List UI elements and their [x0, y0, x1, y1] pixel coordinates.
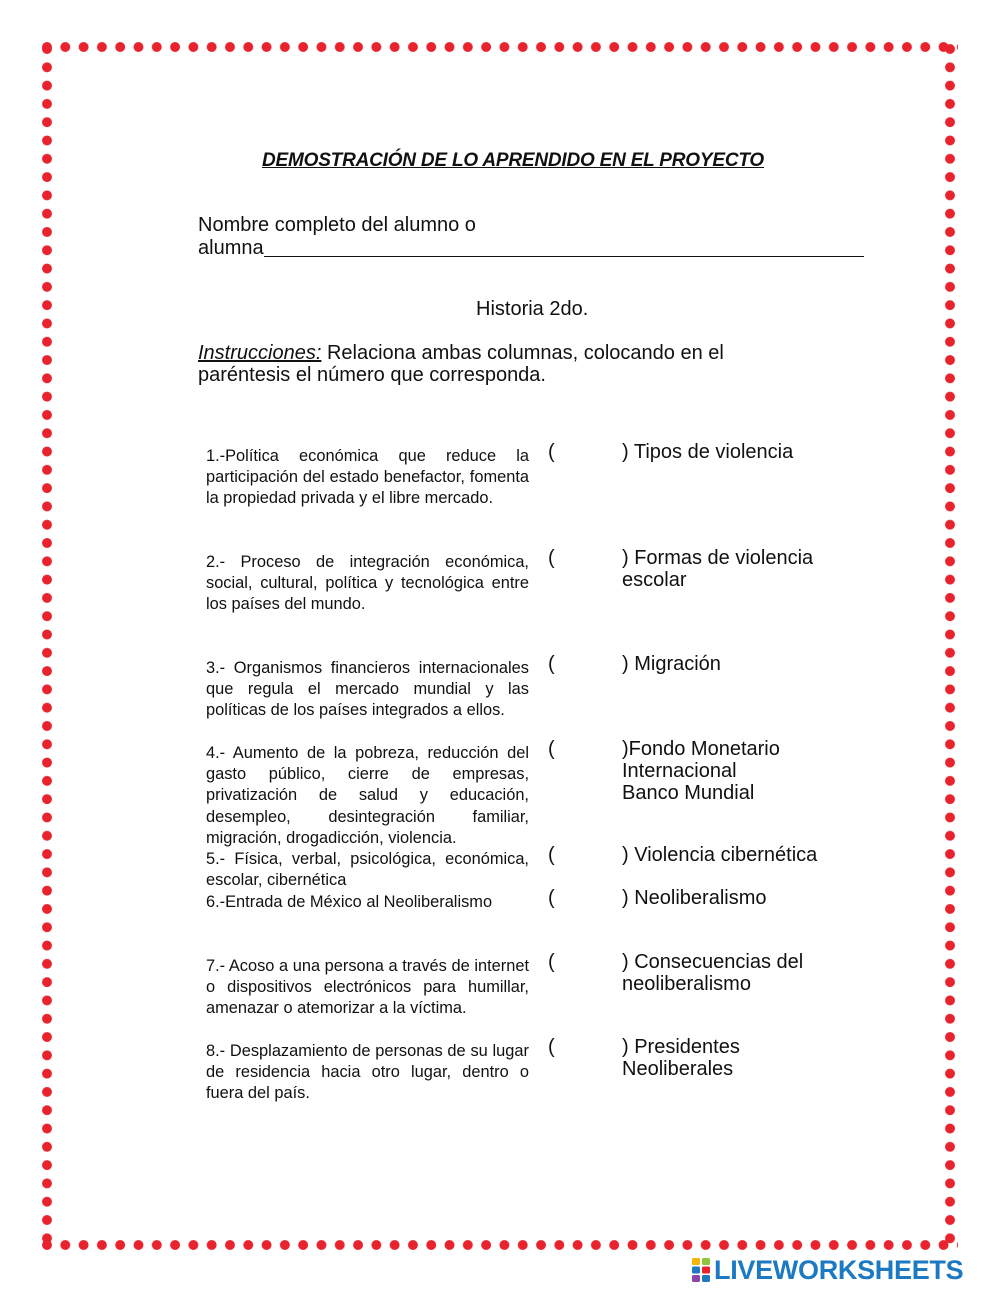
- concept-text: ) Presidentes Neoliberales: [622, 1036, 740, 1080]
- definition-text: 1.-Política económica que reduce la participación del estado benefactor, fomenta la propiedad privada y el libre mercado.: [206, 447, 529, 508]
- definition-text: 7.- Acoso a una persona a través de internet o dispositivos electrónicos para humillar, amenazar o atemorizar a la víctima.: [206, 957, 529, 1018]
- border-right-dots: [943, 42, 957, 1248]
- answer-paren[interactable]: (: [548, 738, 555, 760]
- answer-paren[interactable]: (: [548, 1036, 555, 1058]
- concept-text: ) Formas de violencia escolar: [622, 547, 814, 591]
- definition-text: 2.- Proceso de integración económica, social, cultural, política y tecnológica entre los países del mundo.: [206, 553, 529, 614]
- concept-text: ) Neoliberalismo: [622, 887, 767, 909]
- answer-paren[interactable]: (: [548, 887, 555, 909]
- student-name-line: [198, 214, 888, 259]
- instructions-text: Relaciona ambas columnas, colocando en el paréntesis el número que corresponda.: [198, 342, 724, 386]
- concept-text: ) Consecuencias del neoliberalismo: [622, 951, 804, 995]
- liveworksheets-mark-icon: [692, 1258, 710, 1282]
- instructions: [198, 342, 818, 386]
- definition-text: 8.- Desplazamiento de personas de su lugar de residencia hacia otro lugar, dentro o fuera del país.: [206, 1042, 529, 1103]
- border-top-dots: [40, 40, 958, 54]
- answer-paren[interactable]: (: [548, 653, 555, 675]
- name-label-line2: alumna: [198, 237, 264, 259]
- answer-paren[interactable]: (: [548, 441, 555, 463]
- concept-text: ) Tipos de violencia: [622, 441, 794, 463]
- definition-text: 4.- Aumento de la pobreza, reducción del gasto público, cierre de empresas, privatización de salud y educación, desempleo, desintegración familiar, migración, drogadicción, violencia.: [206, 744, 529, 847]
- concept-text: )Fondo Monetario Internacional Banco Mundial: [622, 738, 780, 804]
- definition-text: 3.- Organismos financieros internacionales que regula el mercado mundial y las políticas de los países integrados a ellos.: [206, 659, 529, 720]
- answer-paren[interactable]: (: [548, 547, 555, 569]
- concept-text: ) Violencia cibernética: [622, 844, 818, 866]
- name-blank-field[interactable]: [264, 236, 864, 257]
- answer-paren[interactable]: (: [548, 951, 555, 973]
- liveworksheets-wordmark: LIVEWORKSHEETS: [714, 1254, 964, 1285]
- border-left-dots: [40, 42, 54, 1248]
- border-bottom-dots: [40, 1238, 958, 1252]
- concept-text: ) Migración: [622, 653, 721, 675]
- definition-text: 5.- Física, verbal, psicológica, económica, escolar, cibernética: [206, 850, 529, 890]
- instructions-label: Instrucciones:: [198, 342, 322, 364]
- name-label-line1: Nombre completo del alumno o: [198, 214, 476, 236]
- liveworksheets-logo: [692, 1256, 963, 1284]
- answer-paren[interactable]: (: [548, 844, 555, 866]
- definition-text: 6.-Entrada de México al Neoliberalismo: [206, 893, 493, 911]
- worksheet-title: DEMOSTRACIÓN DE LO APRENDIDO EN EL PROYECTO: [262, 150, 764, 171]
- subject-heading: Historia 2do.: [476, 298, 589, 320]
